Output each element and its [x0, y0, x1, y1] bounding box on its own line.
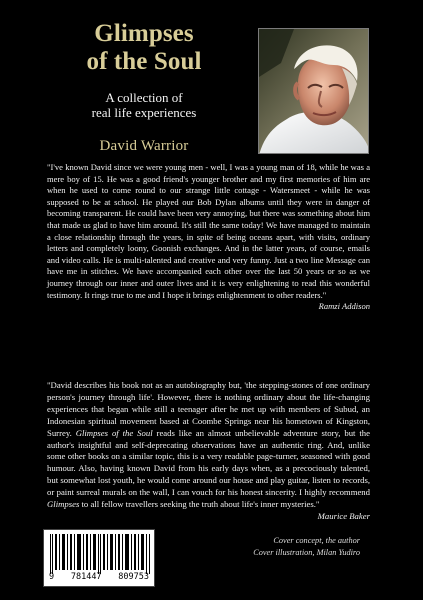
book-short-title-reference: Glimpses — [47, 499, 80, 510]
barcode-graphic — [49, 534, 151, 574]
book-title-reference: Glimpses of the Soul — [75, 427, 153, 438]
testimonial-text-part-3: to all fellow travellers seeking the truth about life's inner mysteries." — [79, 499, 320, 510]
book-author: David Warrior — [99, 138, 189, 154]
book-subtitle-line-1: A collection of — [105, 90, 183, 105]
testimonial-ramzi-addison — [47, 162, 370, 313]
barcode-bars — [50, 534, 150, 574]
testimonial-text: "I've known David since we were young men - well, I was a young man of 18, while he was a mere boy of 15. He was a good friend's younger brother and my first memories of him are when he used to come round to our strange little cottage - Watersmeet - while he was supposed to be at school. He played our Bob Dylan albums until they were in danger of becoming transparent. He could have been very annoying, but there was something about him that made us glad to have him around. It's still the same today! We have managed to maintain a close relationship through the years, in spite of being oceans apart, with visits, ordinary letters and completely loony, Goonish exchanges. And in the latter years, of course, emails and video calls. He is multi-talented and creative and very funny. Just a two line Message can have me in stitches. We have accompanied each other over the last 50 years or so as we journey through our inner and outer lives and it is very enlightening to read this wonderful testimony. It rings true to me and I hope it brings enlightenment to other readers." — [47, 162, 370, 300]
testimonial-maurice-baker — [47, 380, 370, 523]
cover-illustration-credit: Cover illustration, Milan Yudiro — [253, 548, 360, 557]
cover-credits — [236, 535, 360, 559]
book-title-line-1: Glimpses — [94, 20, 194, 47]
isbn-group-2: 809753 — [118, 572, 149, 582]
isbn-group-1: 781447 — [70, 572, 102, 582]
author-portrait-image — [259, 29, 369, 154]
book-subtitle-line-2: real life experiences — [91, 105, 197, 120]
cover-concept-credit: Cover concept, the author — [273, 536, 360, 545]
testimonial-text-part-1: "David describes his book not as an autobiography but, 'the stepping-stones of one ordinary person's journey through life'. However, there is nothing ordinary about the life-changing experiences that began while still a teenager after he met up with members of Subud, an Indonesian spiritual movement based at Coombe Springs near his hometown of Kingston, Surrey. — [47, 380, 370, 438]
testimonial-attribution: Ramzi Addison — [318, 301, 370, 312]
testimonial-text-part-2: reads like an almost unbelievable adventure story, but the author's insightful and self-deprecating observations have an authentic ring. And, unlike some other books on a similar topic, this is a very readable page-turner, seasoned with good humour. Also, having known David from his early days when, as a precociously talented, but somewhat lost youth, he would come around our house and play guitar, listen to records, or paint surreal murals on the wall, I can vouch for his honest sincerity. I highly recommend — [47, 427, 370, 498]
book-title — [54, 20, 234, 76]
cover-header — [54, 20, 234, 155]
testimonial-attribution: Maurice Baker — [317, 510, 370, 521]
author-photo — [258, 28, 369, 154]
book-subtitle — [54, 90, 234, 120]
isbn-barcode — [43, 529, 155, 587]
isbn-prefix: 9 — [49, 572, 55, 582]
book-title-line-2: of the Soul — [86, 48, 202, 75]
isbn-number — [49, 573, 149, 582]
